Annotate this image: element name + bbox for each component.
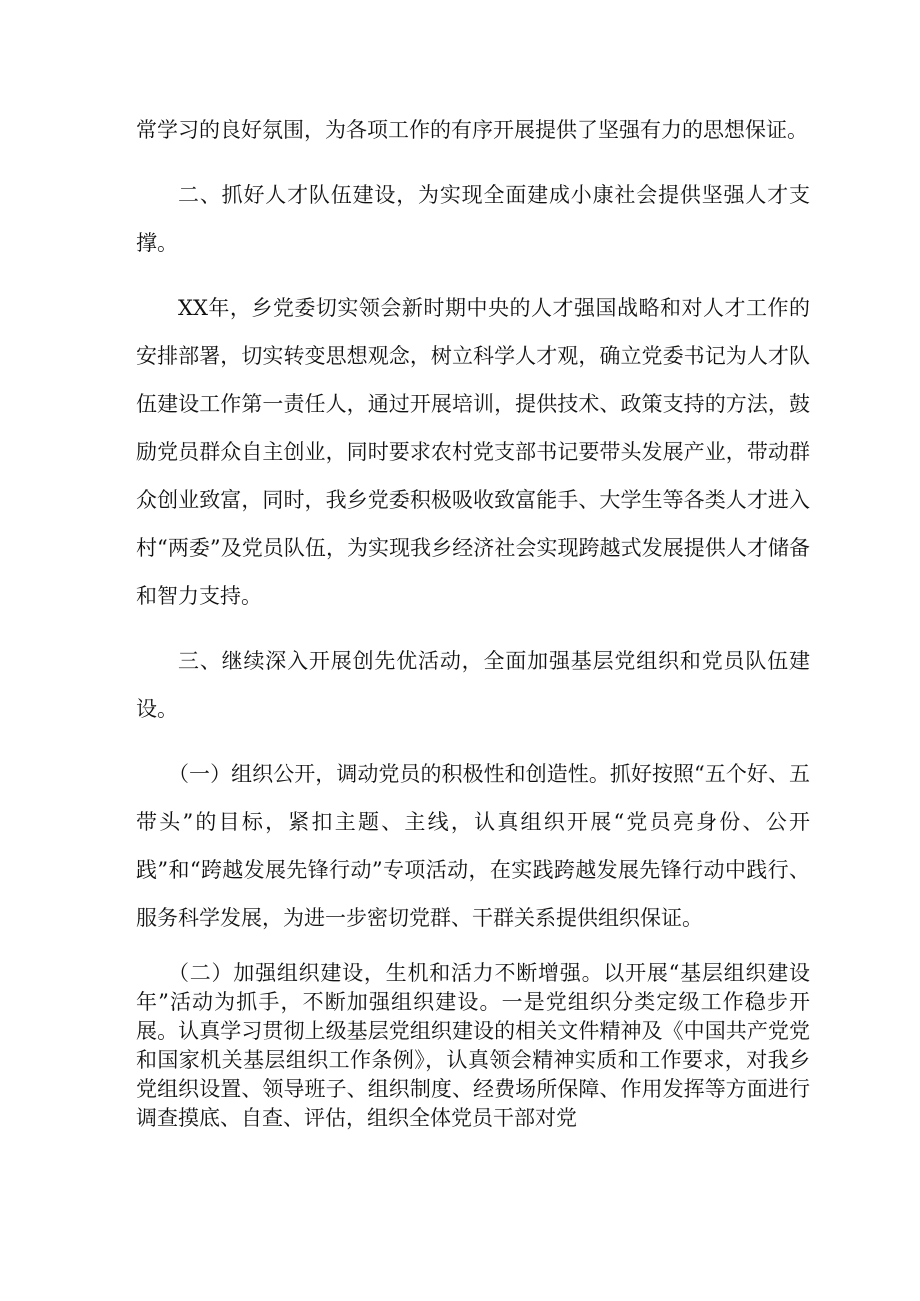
section-heading-3: 三、继续深入开展创先优活动，全面加强基层党组织和党员队伍建设。 bbox=[136, 649, 810, 721]
section-heading-2: 二、抓好人才队伍建设，为实现全面建成小康社会提供坚强人才支撑。 bbox=[136, 183, 810, 255]
paragraph-continuation: 常学习的良好氛围，为各项工作的有序开展提供了坚强有力的思想保证。 bbox=[136, 118, 808, 142]
paragraph-talent: XX年，乡党委切实领会新时期中央的人才强国战略和对人才工作的安排部署，切实转变思想观念，树立科学人才观，确立党委书记为人才队伍建设工作第一责任人，通过开展培训，提供技术、政策支持的方法，鼓励党员群众自主创业，同时要求农村党支部书记要带头发展产业，带动群众创业致富，同时，我乡党委积极吸收致富能手、大学生等各类人才进入村“两委”及党员队伍，为实现我乡经济社会实现跨越式发展提供人才储备和智力支持。 bbox=[136, 296, 810, 608]
paragraph-subsection-1: （一）组织公开，调动党员的积极性和创造性。抓好按照“五个好、五带头”的目标，紧扣主题、主线，认真组织开展“党员亮身份、公开践”和“跨越发展先锋行动”专项活动，在实践跨越发展先锋行动中践行、服务科学发展，为进一步密切党群、干群关系提供组织保证。 bbox=[136, 762, 810, 930]
paragraph-subsection-2: （二）加强组织建设，生机和活力不断增强。以开展“基层组织建设年”活动为抓手，不断加强组织建设。一是党组织分类定级工作稳步开展。认真学习贯彻上级基层党组织建设的相关文件精神及《中国共产党党和国家机关基层组织工作条例》，认真领会精神实质和工作要求，对我乡党组织设置、领导班子、组织制度、经费场所保障、作用发挥等方面进行调查摸底、自查、评估，组织全体党员干部对党 bbox=[136, 961, 810, 1130]
